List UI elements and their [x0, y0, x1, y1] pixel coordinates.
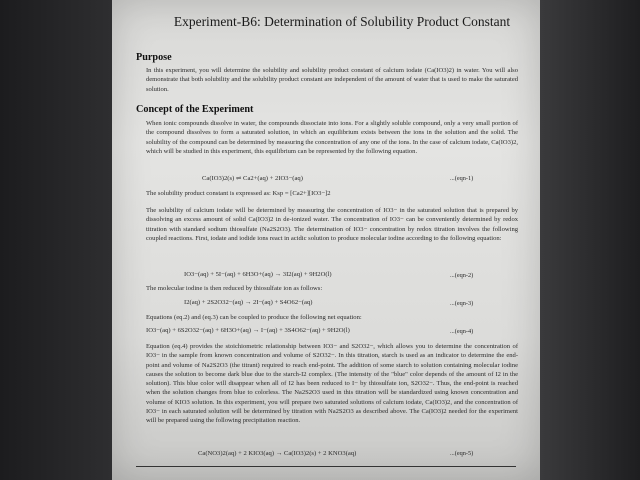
concept-paragraph-1: When ionic compounds dissolve in water, the compounds dissociate into ions. For a slightly soluble compound, only a very small portion of the compound dissolves to form a saturated solution, in which an equilibrium exists between the ions in the solution and the solid. The solubility of the compound can be determined by measuring the concentration of any one of the ions. In the case of calcium iodate, Ca(IO3)2, which will be studied in this experiment, this equilibrium can be represented by the following equation. [146, 120, 518, 155]
background-left [0, 0, 112, 480]
equation-2-tag: ...(eqn-2) [450, 272, 474, 279]
document-page [112, 0, 540, 480]
equation-1: Ca(IO3)2(s) ⇌ Ca2+(aq) + 2IO3−(aq) [202, 175, 303, 182]
page-title: Experiment-B6: Determination of Solubility Product Constant [173, 14, 511, 29]
equation-3-tag: ...(eqn-3) [450, 300, 474, 307]
equation-5-tag: ...(eqn-5) [450, 450, 474, 457]
concept-paragraph-3: Equation (eq.4) provides the stoichiometric relationship between IO3− and S2O32−, which allows you to determine the concentration of IO3− in the sample from known concentration and volume of S2O32−. In this titration, starch is used as an indicator to determine the end-point and volume of Na2S2O3 (the titrant) required to reach end-point. The addition of some starch to solution containing molecular iodine causes the solution to become dark blue due to the starch-I2 complex. (The intensity of the "blue" color depends of the amount of I2 in the solution). This blue color will disappear when all of I2 has been reduced to I− by thiosulfate ion, S2O32−. Thus, the end-point is reached when the solution changes from blue to colorless. The Na2S2O3 used in this titration will be standardized using known concentration and volume of KIO3 solution. In this experiment, you will prepare two saturated solutions of calcium iodate, Ca(IO3)2, and the concentration of IO3− in each saturated solution will be determined by titration with Na2S2O3 as described above. The Ca(IO3)2 needed for the experiment will be prepared using the following precipitation reaction. [146, 343, 518, 425]
background-right [540, 0, 640, 480]
bottom-rule [136, 466, 516, 467]
purpose-paragraph: In this experiment, you will determine the solubility and solubility product constant of calcium iodate (Ca(IO3)2) in water. You will also demonstrate that both solubility and the solubility product constant are independent of the amount of water that is used to make the saturated solution. [146, 67, 518, 93]
concept-paragraph-2: The solubility of calcium iodate will be determined by measuring the concentration of IO3− in the saturated solution that is prepared by dissolving an excess amount of solid Ca(IO3)2 in de-ionized water. The concentration of IO3− can be conveniently determined by redox titration with standard sodium thiosulfate (Na2S2O3). The determination of IO3− concentration by redox titration involves the following coupled reactions. First, iodate and iodide ions react in acidic solution to produce molecular iodine according to the following equation: [146, 207, 518, 242]
coupling-intro: Equations (eq.2) and (eq.3) can be coupled to produce the following net equation: [146, 314, 362, 321]
equation-2: IO3−(aq) + 5I−(aq) + 6H3O+(aq) → 3I2(aq) + 9H2O(l) [184, 271, 332, 278]
reduction-intro: The molecular iodine is then reduced by thiosulfate ion as follows: [146, 285, 323, 292]
equation-4-tag: ...(eqn-4) [450, 328, 474, 335]
equation-3: I2(aq) + 2S2O32−(aq) → 2I−(aq) + S4O62−(aq) [184, 299, 313, 306]
concept-heading: Concept of the Experiment [136, 104, 254, 115]
equation-4: IO3−(aq) + 6S2O32−(aq) + 6H3O+(aq) → I−(aq) + 3S4O62−(aq) + 9H2O(l) [146, 327, 350, 334]
purpose-heading: Purpose [136, 52, 172, 63]
equation-1-tag: ...(eqn-1) [450, 175, 474, 182]
ksp-expression: The solubility product constant is expressed as: Ksp = [Ca2+][IO3−]2 [146, 190, 331, 197]
equation-5: Ca(NO3)2(aq) + 2 KIO3(aq) → Ca(IO3)2(s) + 2 KNO3(aq) [198, 450, 357, 457]
